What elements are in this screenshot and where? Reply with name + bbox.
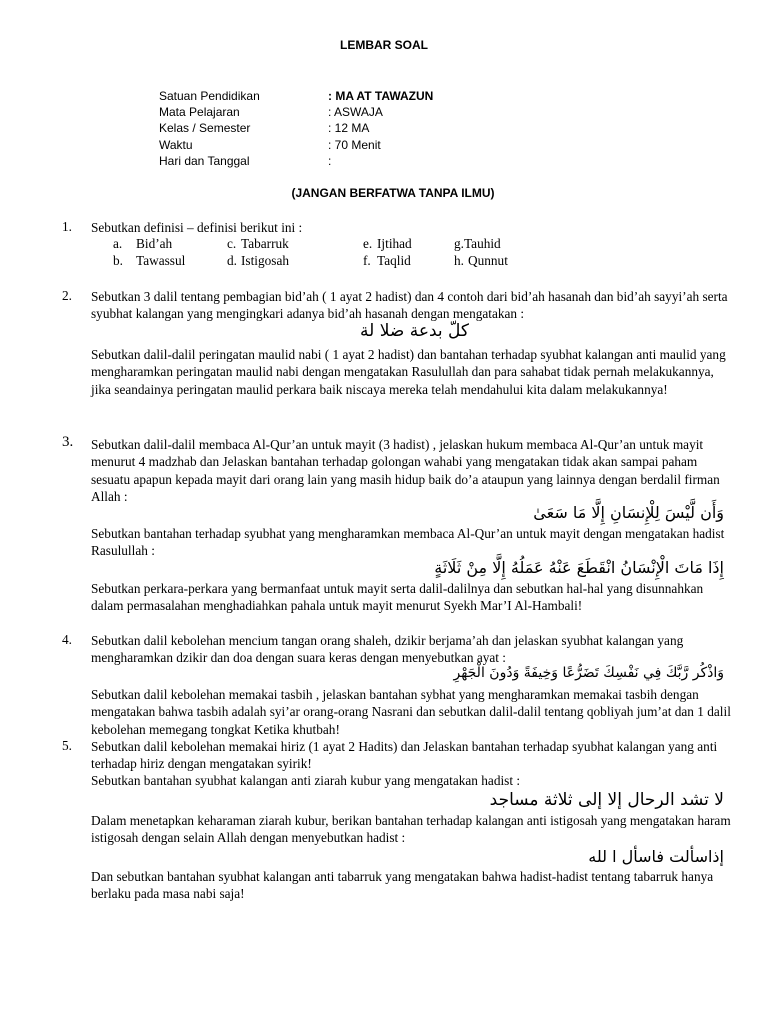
question-number: 2. (62, 288, 72, 303)
question-1-text: Sebutkan definisi – definisi berikut ini : (91, 220, 303, 235)
question-3-text-2: Sebutkan bantahan terhadap syubhat yang mengharamkan membaca Al-Qur’an untuk mayit dengan mengatakan hadist Rasulullah : (91, 526, 725, 559)
option-key: f. (363, 253, 371, 268)
option-key: e. (363, 236, 373, 251)
question-number: 3. (62, 434, 74, 450)
info-row (159, 88, 433, 104)
info-label: Satuan Pendidikan (159, 89, 260, 103)
option-text: Taqlid (377, 253, 411, 268)
info-value: : 12 MA (328, 121, 370, 136)
question-number: 4. (62, 632, 72, 647)
option-key: a. (113, 236, 123, 251)
question-3-text: Sebutkan dalil-dalil membaca Al-Qur’an untuk mayit (3 hadist) , jelaskan hukum membaca Al-Qur’an untuk mayit menurut 4 madzhab dan Jelaskan bantahan terhadap golongan wahabi yang mengatakan tidak akan sampai paham sesuatu apapun kepada mayit dari orang lain yang masih hidup baik do’a ataupun yang lainnya dengan berdalil firman Allah : (91, 437, 720, 505)
option-text: Ijtihad (377, 236, 412, 251)
question-5-text-2: Sebutkan bantahan syubhat kalangan anti ziarah kubur yang mengatakan hadist : (91, 773, 521, 788)
option-key: d. (227, 253, 237, 268)
option-text: g.Tauhid (454, 236, 501, 251)
info-row (159, 120, 433, 136)
question-number: 5. (62, 738, 72, 753)
question-5-text-4: Dan sebutkan bantahan syubhat kalangan anti tabarruk yang mengatakan bahwa hadist-hadist tentang tabarruk hanya berlaku pada masa nabi saja! (91, 869, 714, 902)
info-row (159, 153, 433, 169)
option-key: b. (113, 253, 123, 268)
info-row (159, 137, 433, 153)
question-5-text: Sebutkan dalil kebolehan memakai hiriz (1 ayat 2 Hadits) dan Jelaskan bantahan terhadap syubhat kalangan yang anti terhadap hiriz dengan mengatakan syirik! (91, 739, 718, 772)
identity-block (159, 88, 433, 169)
option-text: Qunnut (468, 253, 508, 268)
option-text: Istigosah (241, 253, 290, 268)
info-value: : ASWAJA (328, 105, 383, 120)
info-label: Waktu (159, 137, 193, 152)
info-value: : MA AT TAWAZUN (328, 89, 434, 103)
option-text: Tabarruk (241, 236, 289, 251)
option-key: h. (454, 253, 464, 268)
info-value: : (328, 153, 332, 168)
arabic-verse: وَأَن لَّيْسَ لِلْإِنسَانِ إِلَّا مَا سَعَىٰ (533, 503, 724, 522)
info-value: : 70 Menit (328, 137, 381, 152)
info-row (159, 104, 433, 120)
arabic-quote: كلّ بدعة ضلا لة (360, 321, 469, 341)
question-3-text-3: Sebutkan perkara-perkara yang bermanfaat untuk mayit serta dalil-dalilnya dan sebutkan hal-hal yang disunnahkan dalam permasalahan menghadiahkan pahala untuk mayit menurut Syekh Mar’I Al-Hambali! (91, 581, 704, 614)
arabic-hadith: إذاسألت فاسأل ا لله (588, 847, 724, 866)
info-label: Mata Pelajaran (159, 105, 240, 120)
option-text: Bid’ah (136, 236, 173, 251)
arabic-hadith: إِذَا مَاتَ الْإِنْسَانُ انْقَطَعَ عَنْهُ عَمَلُهُ إِلَّا مِنْ ثَلَاثَةٍ (434, 558, 724, 577)
page-title: LEMBAR SOAL (340, 38, 428, 52)
question-2-text-2: Sebutkan dalil-dalil peringatan maulid nabi ( 1 ayat 2 hadist) dan bantahan terhadap syubhat kalangan anti maulid yang mengharamkan peringatan maulid nabi dengan mengatakan Rasulullah dan para sahabat tidak pernah melakukannya, jika seandainya peringatan maulid perkara baik niscaya mereka telah mendahului kita dalam melakukannya! (91, 347, 726, 397)
question-4-text: Sebutkan dalil kebolehan mencium tangan orang shaleh, dzikir berjama’ah dan jelaskan syubhat kalangan yang mengharamkan dzikir dan doa dengan suara keras dengan menyebutkan ayat : (91, 633, 684, 666)
arabic-verse: وَاذْكُر رَّبَّكَ فِي نَفْسِكَ تَضَرُّعًا وَخِيفَةً وَدُونَ الْجَهْرِ (453, 665, 724, 681)
option-key: c. (227, 236, 237, 251)
motto-heading: (JANGAN BERFATWA TANPA ILMU) (291, 186, 495, 200)
question-number: 1. (62, 219, 72, 234)
option-text: Tawassul (136, 253, 186, 268)
info-label: Kelas / Semester (159, 121, 251, 136)
question-2-text: Sebutkan 3 dalil tentang pembagian bid’ah ( 1 ayat 2 hadist) dan 4 contoh dari bid’ah hasanah dan bid’ah sayyi’ah serta syubhat kalangan yang mengingkari adanya bid’ah hasanah dengan mengatakan : (91, 289, 728, 322)
question-4-text-2: Sebutkan dalil kebolehan memakai tasbih , jelaskan bantahan sybhat yang mengharamkan memakai tasbih dengan mengatakan bahwa tasbih adalah syi’ar orang-orang Nasrani dan sebutkan dalil-dalil tentang qobliyah jum’at dan 1 dalil kebolehan memegang tongkat Ketika khutbah! (91, 687, 731, 737)
info-label: Hari dan Tanggal (159, 153, 250, 168)
arabic-hadith: لا تشد الرحال إلا إلى ثلاثة مساجد (489, 790, 724, 810)
question-5-text-3: Dalam menetapkan keharaman ziarah kubur, berikan bantahan terhadap kalangan anti istigosah yang mengatakan haram istigosah dengan selain Allah dengan menyebutkan hadist : (91, 813, 731, 846)
